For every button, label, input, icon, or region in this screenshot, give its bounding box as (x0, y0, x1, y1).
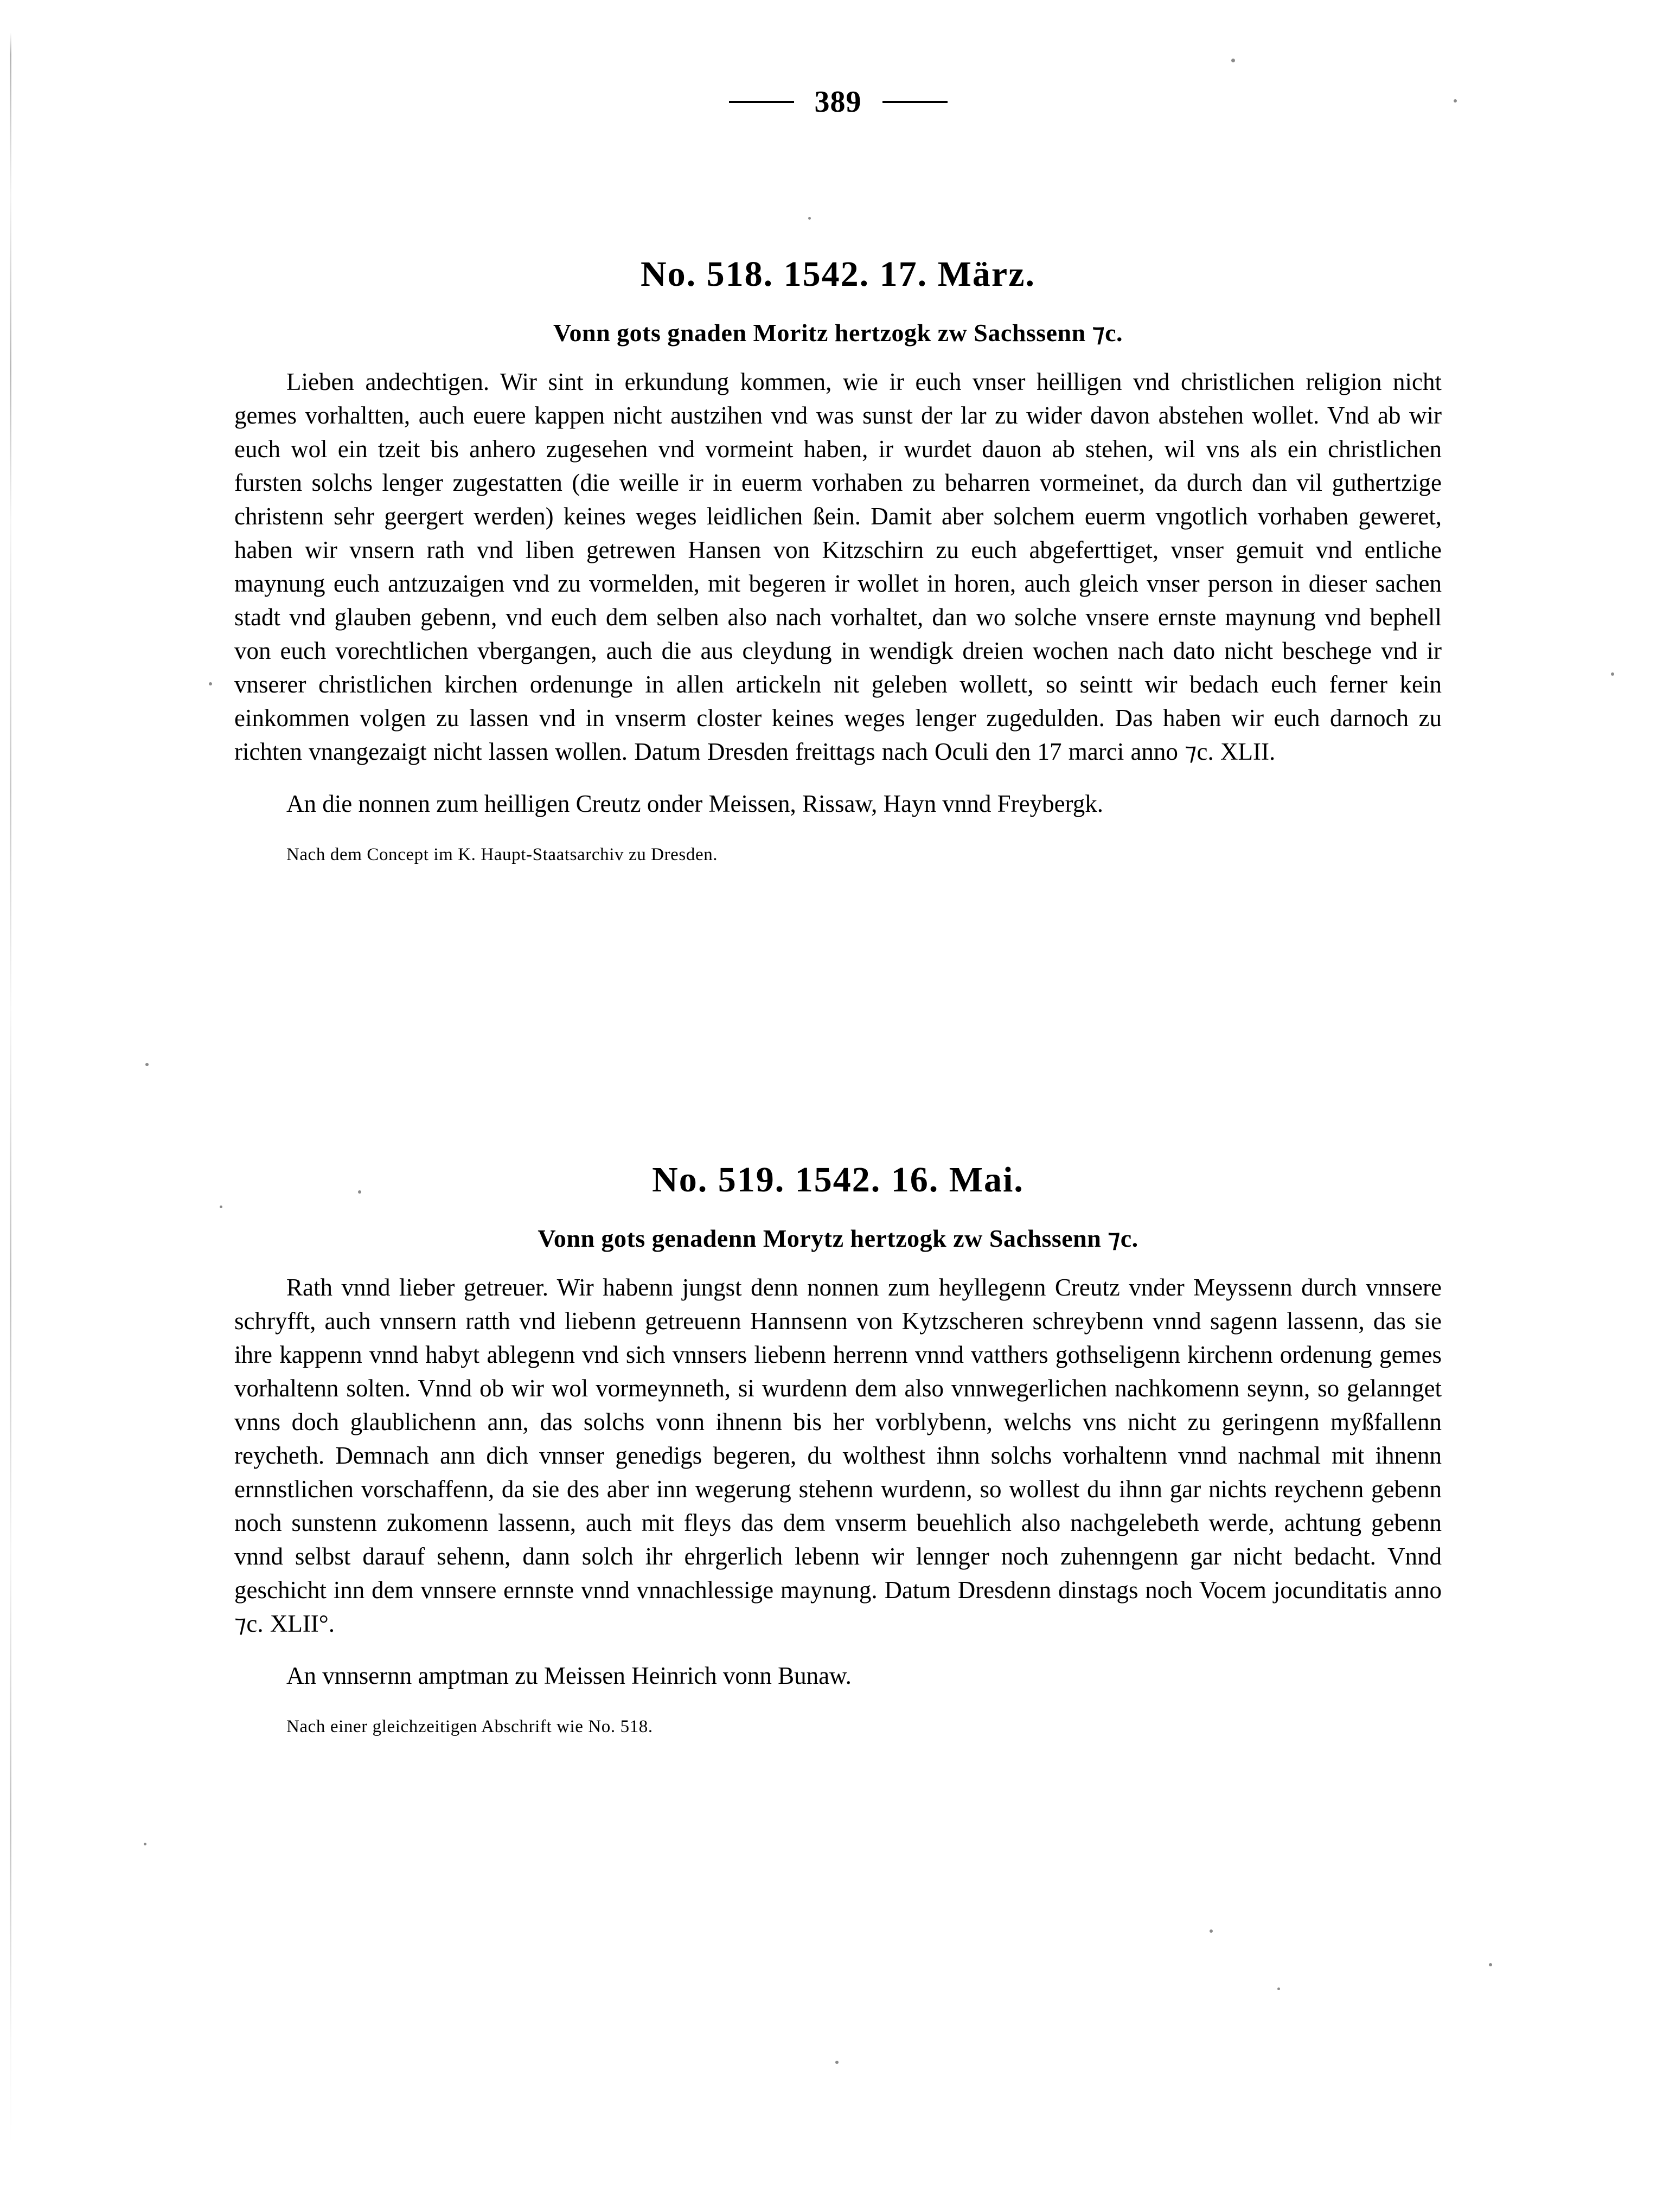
scan-speck (1277, 1987, 1280, 1990)
document-source-note: Nach dem Concept im K. Haupt-Staatsarchiv zu Dresden. (286, 845, 718, 865)
document-body: Rath vnnd lieber getreuer. Wir habenn jungst denn nonnen zum heyllegenn Creutz vnder Meyssenn durch vnnsere schryfft, auch vnnsern ratth vnd liebenn getreuenn Hannsenn von Kytzscheren schreybenn vnnd sagenn lassenn, das sie ihre kappenn vnnd habyt ablegenn vnd sich vnnsers liebenn herrenn vnnd vatthers gothseligenn kirchenn ordenung gemes vorhaltenn solten. Vnnd ob wir wol vormeynneth, si wurdenn dem also vnnwegerlichen nachkomenn seynn, so gelannget vnns doch glaublichenn ann, das solchs vonn ihnenn bis her vorblybenn, welchs vns nicht zu geringenn myßfallenn reycheth. Demnach ann dich vnnser genedigs begeren, du wolthest ihnn solchs vorhaltenn vnnd nachmal mit ihnenn ernnstlichen vorschaffenn, da sie des aber inn wegerung stehenn wurdenn, so wollest du ihnn gar nichts reychenn gebenn noch sunstenn zukomenn lassenn, auch mit fleys das dem vnserm beuehlich also nachgelebeth werde, achtung gebenn vnnd selbst darauf sehenn, dann solch ihr ehrgerlich lebenn wir lennger noch zuhenngenn gar nicht bedacht. Vnnd geschicht inn dem vnnsere ernnste vnnd vnnachlessige maynung. Datum Dresdenn dinstags noch Vocem jocunditatis anno ⁊c. XLII°. (234, 1274, 1442, 1638)
document-title: No. 519. 1542. 16. Mai. (652, 1160, 1024, 1200)
scan-speck (1210, 1929, 1213, 1933)
scan-speck (1231, 59, 1235, 62)
head-rule-right (882, 101, 948, 103)
document-subtitle: Vonn gots gnaden Moritz hertzogk zw Sachssenn ⁊c. (553, 318, 1123, 347)
scan-speck (220, 1206, 222, 1208)
scan-speck (1611, 672, 1614, 676)
document-addressee: An vnnsernn amptman zu Meissen Heinrich vonn Bunaw. (286, 1662, 852, 1690)
scan-speck (209, 682, 212, 685)
document-addressee: An die nonnen zum heilligen Creutz onder Meissen, Rissaw, Hayn vnnd Freybergk. (286, 790, 1103, 818)
document-entry-519 (234, 1161, 1442, 1739)
scan-speck (808, 217, 811, 220)
document-title: No. 518. 1542. 17. März. (640, 254, 1036, 294)
document-source-note: Nach einer gleichzeitigen Abschrift wie No. 518. (286, 1717, 653, 1737)
document-body: Lieben andechtigen. Wir sint in erkundung kommen, wie ir euch vnser heilligen vnd christlichen religion nicht gemes vorhaltten, auch euere kappen nicht austzihen vnd was sunst der lar zu wider davon abstehen wollet. Vnd ab wir euch wol ein tzeit bis anhero zugesehen vnd vormeint haben, ir wurdet dauon ab stehen, wil vns als ein christlichen fursten solchs lenger zugestatten (die weille ir in euerm vorhaben zu beharren vormeinet, da durch dan vil guthertzige christenn sehr geergert werden) keines weges leidlichen ßein. Damit aber solchem euerm vngotlich vorhaben geweret, haben wir vnsern rath vnd liben getrewen Hansen von Kitzschirn zu euch abgeferttiget, vnser gemuit vnd entliche maynung euch antzuzaigen vnd zu vormelden, mit begeren ir wollet in horen, auch gleich vnser person in dieser sachen stadt vnd glauben gebenn, vnd euch dem selben also nach vorhaltet, dan wo solche vnsere ernste maynung vnd bephell von euch vorechtlichen vbergangen, auch die aus cleydung in wendigk dreien wochen nach dato nicht beschege vnd ir vnserer christlichen kirchen ordenunge in allen artickeln nit geleben wollett, so seintt wir bedach euch ferner kein einkommen volgen zu lassen vnd in vnserm closter keines weges lenger zugedulden. Das haben wir euch darnoch zu richten vnangezaigt nicht lassen wollen. Datum Dresden freittags nach Oculi den 17 marci anno ⁊c. XLII. (234, 368, 1442, 766)
running-head (0, 87, 1676, 117)
scan-edge-artifact (10, 33, 11, 2147)
page-number: 389 (814, 85, 862, 119)
document-entry-518 (234, 255, 1442, 867)
scan-speck (145, 1063, 149, 1066)
document-subtitle: Vonn gots genadenn Morytz hertzogk zw Sachssenn ⁊c. (538, 1224, 1138, 1252)
scan-speck (1489, 1963, 1492, 1966)
scan-speck (144, 1843, 146, 1845)
head-rule-left (729, 101, 794, 103)
scan-speck (835, 2061, 839, 2064)
